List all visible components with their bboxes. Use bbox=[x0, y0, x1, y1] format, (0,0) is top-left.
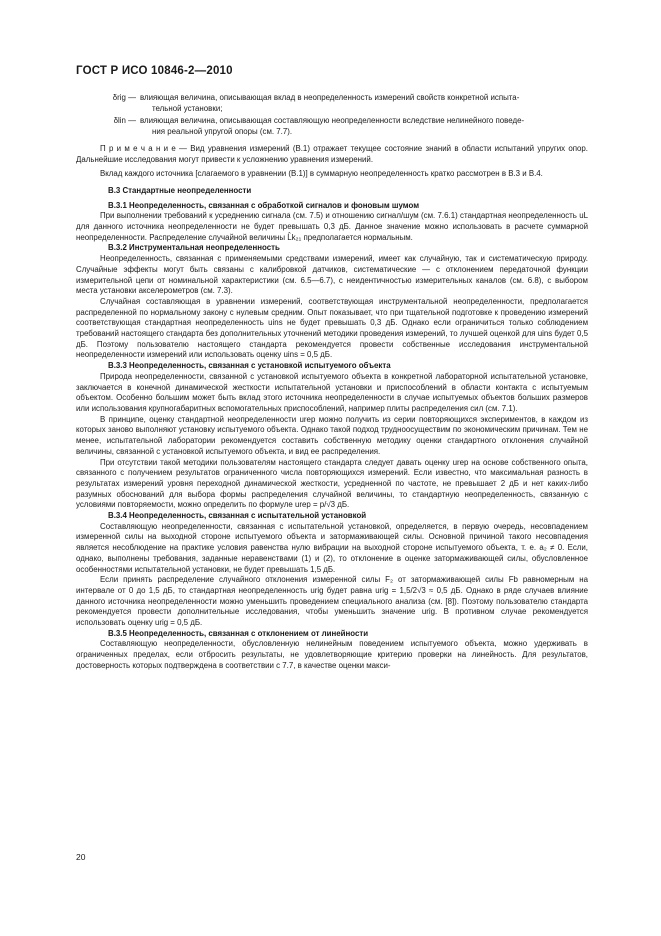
definition-text: влияющая величина, описывающая составляющую неопределенности вследствие нелинейного поведе- bbox=[140, 116, 525, 126]
symbol-delta-lin: δlin — bbox=[113, 116, 136, 126]
paragraph-b32-2: Случайная составляющая в уравнении измерений, соответствующая инструментальной неопределенности, предполагается распределенной по нормальному закону с нулевым средним. Опыт показывает, что при тщательной подготовке к проведению измерений соответствующая стандартная неопределенность uins не будет превышать 0,3 дБ. Однако если ограничиться только соблюдением требований настоящего стандарта без дополнительных уточнений методики проведения измерений, то лучшей оценкой для uins будет 0,5 дБ. Поэтому пользователю настоящего стандарта рекомендуется провести собственные исследования инструментальной неопределенности измерений или использовать оценку uins = 0,5 дБ. bbox=[76, 296, 588, 360]
definition-text-cont: тельной установки; bbox=[152, 103, 223, 113]
section-b34-title: В.3.4 Неопределенность, связанная с испытательной установкой bbox=[108, 511, 367, 521]
paragraph-b35-1: Составляющую неопределенности, обусловленную нелинейным поведением испытуемого объекта, можно удерживать в ограниченных пределах, если отбросить результаты, не удовлетворяющие критерию проверки на линейность. Для результатов, достоверность которых подтверждена в соответствии с 7.7, в качестве оценки макси- bbox=[76, 639, 588, 670]
paragraph-b33-2: В принципе, оценку стандартной неопределенности urep можно получить из серии повторяющихся экспериментов, в каждом из которых заново выполняют установку испытуемого объекта. Однако такой подход труднoосуществим по экономическим причинам. Тем не менее, испытательной лаборатории рекомендуется составить собственную методику оценки стандартного отклонения случайной величины, связанной с установкой испытуемого объекта, и вид ее распределения. bbox=[76, 414, 588, 456]
section-b33-title: В.3.3 Неопределенность, связанная с установкой испытуемого объекта bbox=[108, 361, 391, 371]
section-b32-title: В.3.2 Инструментальная неопределенность bbox=[108, 243, 280, 253]
page-body bbox=[76, 93, 588, 672]
paragraph-b34-2: Если принять распределение случайного отклонения измеренной силы F₂ от затормаживающей силы Fb равномерным на интервале от 0 до 1,5 дБ, то стандартная неопределенность urig будет равна urig = 1,5/2√3 ≈ 0,5 дБ. Однако в ряде случаев влияние данного источника неопределенности можно уменьшить проведением специального анализа (см. [8]). Поэтому пользователю стандарта рекомендуется провести дополнительные исследования, чтобы уменьшить значение urig. В противном случае рекомендуется использовать оценку urig = 0,5 дБ. bbox=[76, 575, 588, 628]
page-number: 20 bbox=[76, 852, 86, 862]
paragraph-b32-1: Неопределенность, связанная с применяемыми средствами измерений, имеет как случайную, так и систематическую природу. Случайные эффекты могут быть связаны с калибровкой датчиков, систематические — с отклонением передаточной функции измерительной цепи от номинальной характеристики (см. 6.5—6.7), с неидентичностью измерительных каналов (см. 6.8), с выбором места установки акселерометров (см. 7.3). bbox=[76, 254, 588, 296]
definition-delta-lin bbox=[76, 116, 588, 137]
definition-text: влияющая величина, описывающая вклад в неопределенность измерений свойств конкретной испыта- bbox=[140, 93, 520, 102]
paragraph-b33-1: Природа неопределенности, связанной с установкой испытуемого объекта в конкретной лабораторной испытательной установке, заключается в конечной динамической жесткости испытательной установки и приспособлений в области контакта с испытуемым объектом. Особенно большим может быть вклад этого источника неопределенности в случае испытуемых объектов больших размеров или использования крупногабаритных вспомогательных приспособлений, например плиты распределения сил (см. 7.1). bbox=[76, 371, 588, 413]
paragraph-b31-1: При выполнении требований к усреднению сигнала (см. 7.5) и отношению сигнал/шум (см. 7.6.1) стандартная неопределенность uL для данного источника неопределенности не будет превышать 0,3 дБ. Данное значение можно использовать в расчете суммарной неопределенности. Распределение случайной величины L̂k₂₁ предполагается нормальным. bbox=[76, 211, 588, 242]
symbol-delta-rig: δrig — bbox=[112, 93, 136, 102]
symbol-definitions bbox=[76, 93, 588, 138]
document-header: ГОСТ Р ИСО 10846-2—2010 bbox=[76, 65, 233, 77]
section-b31-title: В.3.1 Неопределенность, связанная с обработкой сигналов и фоновым шумом bbox=[108, 200, 420, 210]
section-b35-title: В.3.5 Неопределенность, связанная с отклонением от линейности bbox=[108, 628, 369, 638]
paragraph-b33-3: При отсутствии такой методики пользователям настоящего стандарта следует давать оценку urep на основе собственного опыта, связанного с получением результатов ограниченного числа повторяющихся измерений. Если известно, что максимальная разность в результатах измерений уровня переходной динамической жесткости, усредненной по частоте, не превышает 2 дБ и нет каких-либо разумных обоснований для выбора формы распределения случайной величины, то стандартную неопределенность, связанную с условиями повторяемости, можно определить по формуле urep = p/√3 дБ. bbox=[76, 457, 588, 510]
intro-paragraph: Вклад каждого источника [слагаемого в уравнении (В.1)] в суммарную неопределенность кратко рассмотрен в В.3 и В.4. bbox=[100, 169, 543, 179]
definition-text-cont: ния реальной упругой опоры (см. 7.7). bbox=[152, 127, 293, 137]
section-b3-title: В.3 Стандартные неопределенности bbox=[108, 185, 252, 195]
definition-delta-rig bbox=[76, 93, 588, 114]
paragraph-b34-1: Составляющую неопределенности, связанная с испытательной установкой, определяется, в первую очередь, несовпадением измеренной силы на выходной стороне испытуемого объекта и затормаживающей силы. Основной причиной такого несовпадения является несоблюдение на практике условия равенства нулю вибрации на выходной стороне испытуемого объекта, т. е. a₂ ≠ 0. Если, однако, выполнены требования, заданные неравенствами (1) и (2), то отклонение в оценке затормаживающей силы, обусловленное особенностями испытательной установки, не будет превышать 1,5 дБ. bbox=[76, 521, 588, 574]
note-paragraph: П р и м е ч а н и е — Вид уравнения измерений (В.1) отражает текущее состояние знаний в области испытаний упругих опор. Дальнейшие исследования могут привести к усложнению уравнения измерений. bbox=[76, 143, 588, 164]
